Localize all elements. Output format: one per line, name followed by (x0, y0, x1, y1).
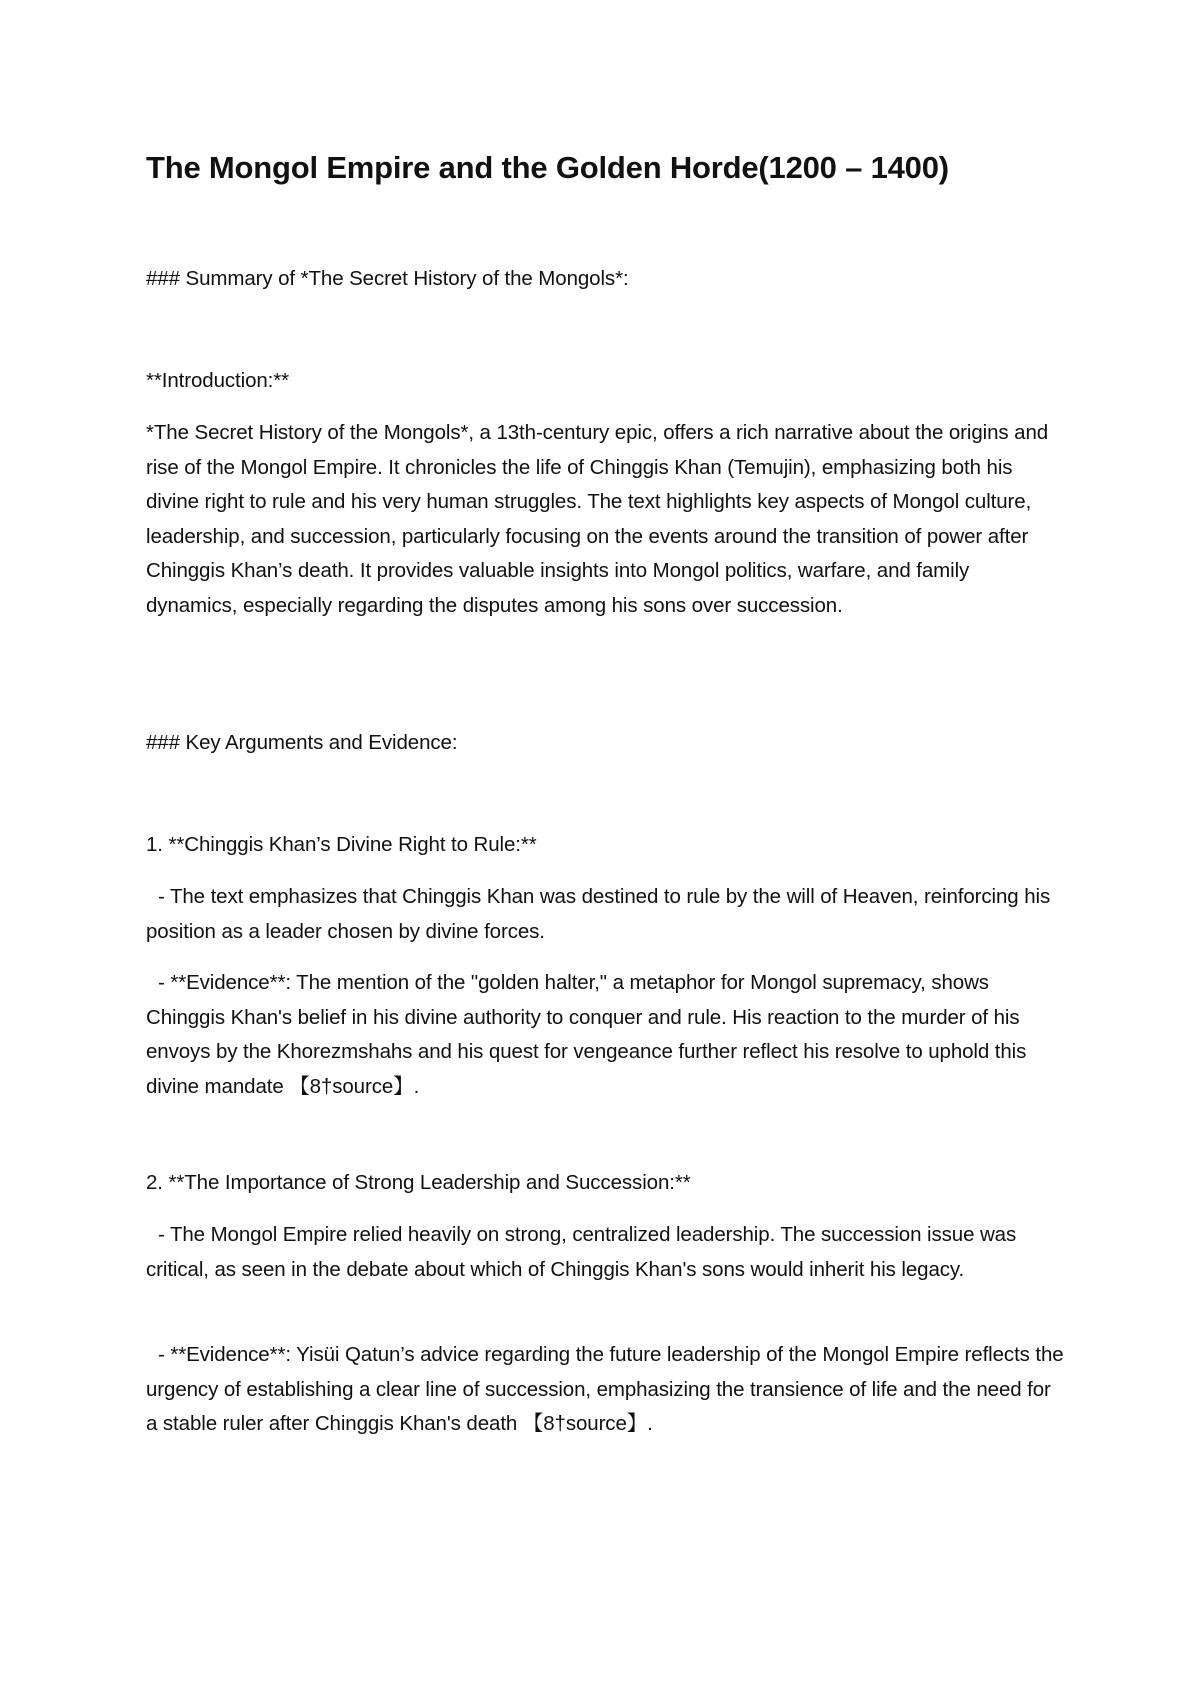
summary-heading: ### Summary of *The Secret History of the Mongols*: (146, 267, 629, 290)
intro-heading: **Introduction:** (146, 369, 290, 392)
point-2-evidence (146, 1338, 1066, 1442)
key-arguments-heading: ### Key Arguments and Evidence: (146, 731, 458, 754)
point-1-claim-text: - The text emphasizes that Chinggis Khan was destined to rule by the will of Heaven, reinforcing his position as a leader chosen by divine forces. (146, 885, 1051, 943)
point-1-evidence-text: - **Evidence**: The mention of the "golden halter," a metaphor for Mongol supremacy, shows Chinggis Khan's belief in his divine authority to conquer and rule. His reaction to the murder of his envoys by the Khorezmshahs and his quest for vengeance further reflect his resolve to uphold this divine mandate 【8†source】. (146, 971, 1027, 1098)
point-2-evidence-text: - **Evidence**: Yisüi Qatun’s advice regarding the future leadership of the Mongol Empire reflects the urgency of establishing a clear line of succession, emphasizing the transience of life and the need for a stable ruler after Chinggis Khan's death 【8†source】. (146, 1343, 1064, 1435)
point-2-heading: 2. **The Importance of Strong Leadership and Succession:** (146, 1171, 691, 1194)
point-1-evidence (146, 966, 1066, 1104)
point-2-claim (146, 1218, 1066, 1287)
point-1-heading: 1. **Chinggis Khan’s Divine Right to Rule:** (146, 833, 537, 856)
point-2-claim-text: - The Mongol Empire relied heavily on strong, centralized leadership. The succession issue was critical, as seen in the debate about which of Chinggis Khan's sons would inherit his legacy. (146, 1223, 1017, 1281)
intro-paragraph: *The Secret History of the Mongols*, a 13th-century epic, offers a rich narrative about the origins and rise of the Mongol Empire. It chronicles the life of Chinggis Khan (Temujin), emphasizing both his divine right to rule and his very human struggles. The text highlights key aspects of Mongol culture, leadership, and succession, particularly focusing on the events around the transition of power after Chinggis Khan’s death. It provides valuable insights into Mongol politics, warfare, and family dynamics, especially regarding the disputes among his sons over succession. (146, 421, 1049, 617)
document-title: The Mongol Empire and the Golden Horde(1200 – 1400) (146, 150, 949, 185)
point-1-claim (146, 880, 1066, 949)
